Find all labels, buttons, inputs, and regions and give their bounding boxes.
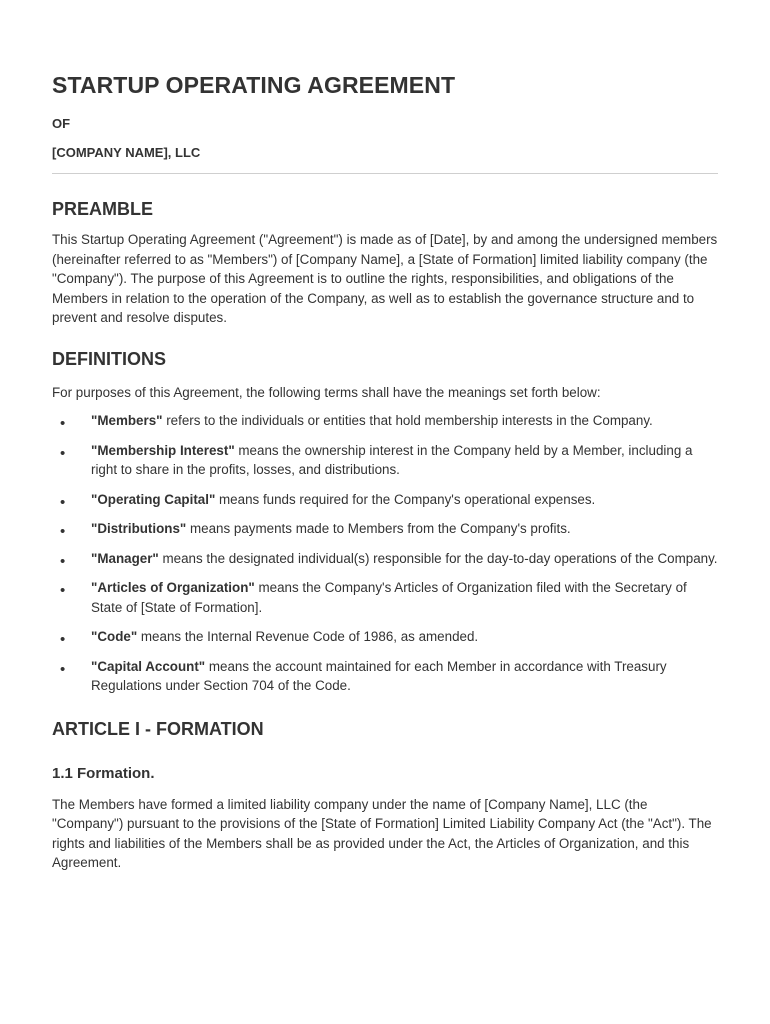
list-item <box>52 578 718 617</box>
section-1-1-heading: 1.1 Formation. <box>52 764 155 782</box>
definition-term: "Operating Capital" <box>91 491 216 507</box>
bullet-icon: • <box>60 631 66 648</box>
definition-text: means the designated individual(s) responsible for the day-to-day operations of the Company. <box>158 550 718 566</box>
definition-term: "Distributions" <box>91 521 187 536</box>
list-item <box>52 657 718 696</box>
definition-text: means the Internal Revenue Code of 1986, as amended. <box>137 629 479 644</box>
bullet-icon: • <box>60 493 66 511</box>
definition-text: means the account maintained for each Member in accordance with Treasury Regulations under Section 704 of the Code. <box>91 658 667 693</box>
definition-text: means payments made to Members from the Company's profits. <box>186 521 571 536</box>
bullet-icon: • <box>60 552 66 570</box>
preamble-heading: PREAMBLE <box>52 199 154 219</box>
definition-term: "Membership Interest" <box>91 442 235 458</box>
definition-term: "Capital Account" <box>91 658 206 674</box>
definitions-intro: For purposes of this Agreement, the following terms shall have the meanings set forth below: <box>52 384 601 400</box>
list-item <box>52 519 718 539</box>
bullet-icon: • <box>60 582 66 599</box>
definition-term: "Articles of Organization" <box>91 580 255 595</box>
definition-text: refers to the individuals or entities that hold membership interests in the Company. <box>162 413 653 428</box>
bullet-icon: • <box>60 444 66 462</box>
definition-text: means the ownership interest in the Company held by a Member, including a right to share in the profits, losses, and distributions. <box>91 442 693 477</box>
list-item <box>52 441 718 480</box>
list-item <box>52 627 718 647</box>
definition-term: "Members" <box>91 413 163 428</box>
list-item <box>52 549 718 569</box>
article-1-heading: ARTICLE I - FORMATION <box>52 718 264 739</box>
bullet-icon: • <box>60 415 66 432</box>
formation-paragraph: The Members have formed a limited liability company under the name of [Company Name], LLC (the "Company") pursuant to the provisions of the [State of Formation] Limited Liability Company Act (the "Act"). The rights and liabilities of the Members shall be as provided under the Act, the Articles of Organization, and this Agreement. <box>52 796 712 870</box>
bullet-icon: • <box>60 660 66 678</box>
definitions-list <box>52 411 718 696</box>
company-name-line: [COMPANY NAME], LLC <box>52 145 201 160</box>
definition-term: "Manager" <box>91 550 159 566</box>
document-title: STARTUP OPERATING AGREEMENT <box>52 72 456 98</box>
title-divider <box>52 173 718 174</box>
document-of-line: OF <box>52 116 71 131</box>
preamble-paragraph: This Startup Operating Agreement ("Agreement") is made as of [Date], by and among the undersigned members (hereinafter referred to as "Members") of [Company Name], a [State of Formation] limited liability company (the "Company"). The purpose of this Agreement is to outline the rights, responsibilities, and obligations of the Members in relation to the operation of the Company, as well as to establish the governance structure and to prevent and resolve disputes. <box>52 232 718 325</box>
definition-text: means the Company's Articles of Organization filed with the Secretary of State of [State of Formation]. <box>91 580 687 615</box>
definition-text: means funds required for the Company's operational expenses. <box>215 491 596 507</box>
definition-term: "Code" <box>91 629 138 644</box>
definitions-heading: DEFINITIONS <box>52 348 167 369</box>
list-item <box>52 411 718 431</box>
list-item <box>52 490 718 510</box>
bullet-icon: • <box>60 523 66 540</box>
